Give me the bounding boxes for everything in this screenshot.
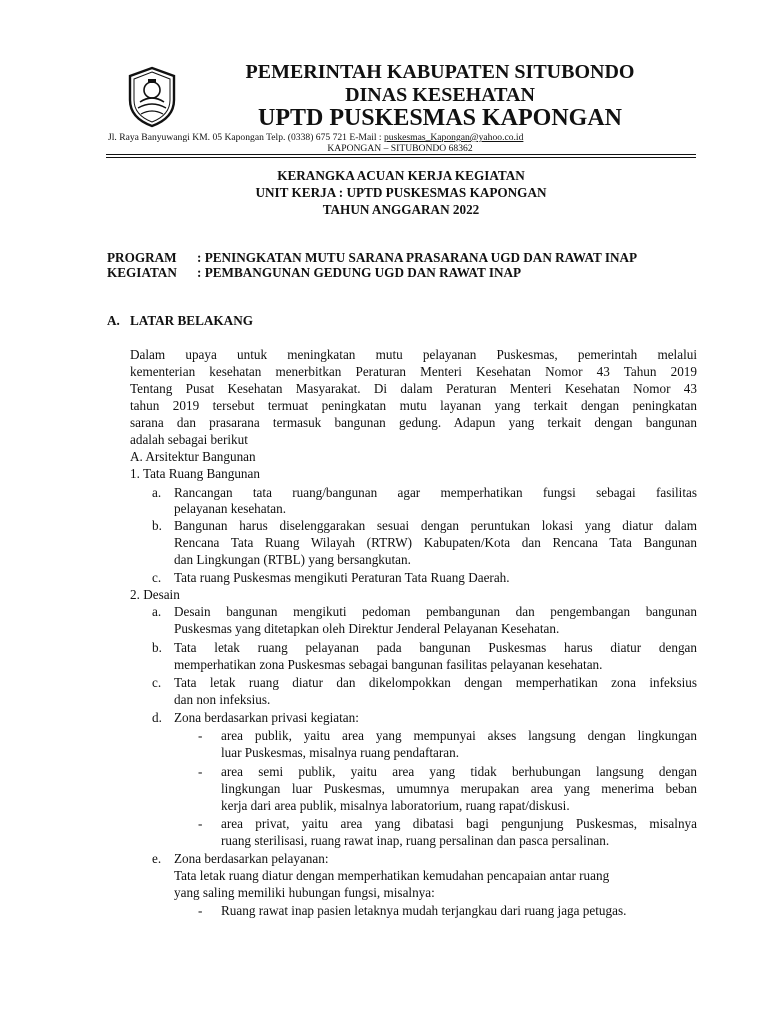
- list-item: yang saling memiliki hubungan fungsi, misalnya:: [174, 885, 435, 900]
- list-item: Tata letak ruang diatur dan dikelompokkan dengan memperhatikan zona infeksius: [174, 675, 697, 690]
- list-marker: b.: [152, 640, 162, 655]
- list-heading: 1. Tata Ruang Bangunan: [130, 466, 260, 481]
- dash-item: luar Puskesmas, misalnya ruang pendaftaran.: [221, 745, 460, 760]
- intro-line: kementerian kesehatan menerbitkan Peraturan Menteri Kesehatan Nomor 43 Tahun 2019: [130, 364, 697, 379]
- list-marker: c.: [152, 570, 162, 585]
- letterhead-department: DINAS KESEHATAN: [345, 84, 535, 106]
- intro-line: adalah sebagai berikut: [130, 432, 248, 447]
- section-a-title: LATAR BELAKANG: [130, 313, 253, 328]
- list-item: Zona berdasarkan privasi kegiatan:: [174, 710, 359, 725]
- list-item: Tata letak ruang pelayanan pada bangunan Puskesmas harus diatur dengan: [174, 640, 697, 655]
- letterhead-address: [108, 132, 523, 143]
- regency-emblem-logo: [126, 66, 178, 128]
- list-marker: c.: [152, 675, 162, 690]
- dash-item: area privat, yaitu area yang dibatasi bagi pengunjung Puskesmas, misalnya: [221, 816, 697, 831]
- dash-bullet: -: [198, 903, 203, 918]
- list-item: Rencana Tata Ruang Wilayah (RTRW) Kabupaten/Kota dan Rencana Tata Bangunan: [174, 535, 697, 550]
- list-marker: a.: [152, 604, 162, 619]
- list-item: memperhatikan zona Puskesmas sebagai bangunan fasilitas pelayanan kesehatan.: [174, 657, 603, 672]
- kegiatan-label: KEGIATAN: [107, 265, 177, 280]
- doc-title-line3: TAHUN ANGGARAN 2022: [322, 202, 480, 217]
- list-item: Puskesmas yang ditetapkan oleh Direktur Jenderal Pelayanan Kesehatan.: [174, 621, 560, 636]
- header-divider-thick: [106, 154, 696, 155]
- intro-line: sarana dan prasarana termasuk bangunan gedung. Adapun yang terkait dengan bangunan: [130, 415, 697, 430]
- list-item: Zona berdasarkan pelayanan:: [174, 851, 329, 866]
- list-heading: 2. Desain: [130, 587, 180, 602]
- program-label: PROGRAM: [107, 250, 177, 265]
- letterhead-institution: UPTD PUSKESMAS KAPONGAN: [257, 105, 623, 131]
- letterhead-city: KAPONGAN – SITUBONDO 68362: [327, 143, 473, 154]
- dash-bullet: -: [198, 728, 203, 743]
- dash-item: lingkungan luar Puskesmas, umumnya merupakan area yang menerima beban: [221, 781, 697, 796]
- list-item: Tata ruang Puskesmas mengikuti Peraturan Tata Ruang Daerah.: [174, 570, 510, 585]
- list-item: Desain bangunan mengikuti pedoman pembangunan dan pengembangan bangunan: [174, 604, 697, 619]
- address-text: Jl. Raya Banyuwangi KM. 05 Kapongan Telp. (0338) 675 721 E-Mail :: [108, 132, 384, 143]
- intro-line: Tentang Pusat Kesehatan Masyarakat. Di dalam Peraturan Menteri Kesehatan Nomor 43: [130, 381, 697, 396]
- header-divider-thin: [106, 157, 696, 158]
- intro-line: tahun 2019 tersebut termuat peningkatan mutu layanan yang terkait dengan peningkatan: [130, 398, 697, 413]
- list-item: dan Lingkungan (RTBL) yang bersangkutan.: [174, 552, 411, 567]
- list-marker: a.: [152, 485, 162, 500]
- kegiatan-value: : PEMBANGUNAN GEDUNG UGD DAN RAWAT INAP: [197, 265, 522, 280]
- dash-item: area semi publik, yaitu area yang tidak berhubungan langsung dengan: [221, 764, 697, 779]
- doc-title-line2: UNIT KERJA : UPTD PUSKESMAS KAPONGAN: [255, 185, 547, 200]
- list-marker: e.: [152, 851, 162, 866]
- dash-item: area publik, yaitu area yang mempunyai akses langsung dengan lingkungan: [221, 728, 697, 743]
- email-link[interactable]: puskesmas_Kapongan@yahoo.co.id: [384, 132, 524, 143]
- list-item: Tata letak ruang diatur dengan memperhatikan kemudahan pencapaian antar ruang: [174, 868, 610, 883]
- list-marker: d.: [152, 710, 162, 725]
- intro-line: Dalam upaya untuk meningkatan mutu pelayanan Puskesmas, pemerintah melalui: [130, 347, 697, 362]
- program-value: : PENINGKATAN MUTU SARANA PRASARANA UGD DAN RAWAT INAP: [197, 250, 638, 265]
- list-item: Rancangan tata ruang/bangunan agar memperhatikan fungsi sebagai fasilitas: [174, 485, 697, 500]
- dash-item: ruang sterilisasi, ruang rawat inap, ruang persalinan dan pasca persalinan.: [221, 833, 610, 848]
- list-item: dan non infeksius.: [174, 692, 271, 707]
- dash-bullet: -: [198, 764, 203, 779]
- section-a-marker: A.: [107, 313, 120, 328]
- letterhead-government: PEMERINTAH KABUPATEN SITUBONDO: [245, 61, 635, 83]
- doc-title-line1: KERANGKA ACUAN KERJA KEGIATAN: [277, 168, 525, 183]
- dash-item: Ruang rawat inap pasien letaknya mudah terjangkau dari ruang jaga petugas.: [221, 903, 627, 918]
- list-item: Bangunan harus diselenggarakan sesuai dengan peruntukan lokasi yang diatur dalam: [174, 518, 697, 533]
- dash-bullet: -: [198, 816, 203, 831]
- dash-item: kerja dari area publik, misalnya laboratorium, ruang rapat/diskusi.: [221, 798, 570, 813]
- list-marker: b.: [152, 518, 162, 533]
- subsection-heading: A. Arsitektur Bangunan: [130, 449, 256, 464]
- list-item: pelayanan kesehatan.: [174, 501, 287, 516]
